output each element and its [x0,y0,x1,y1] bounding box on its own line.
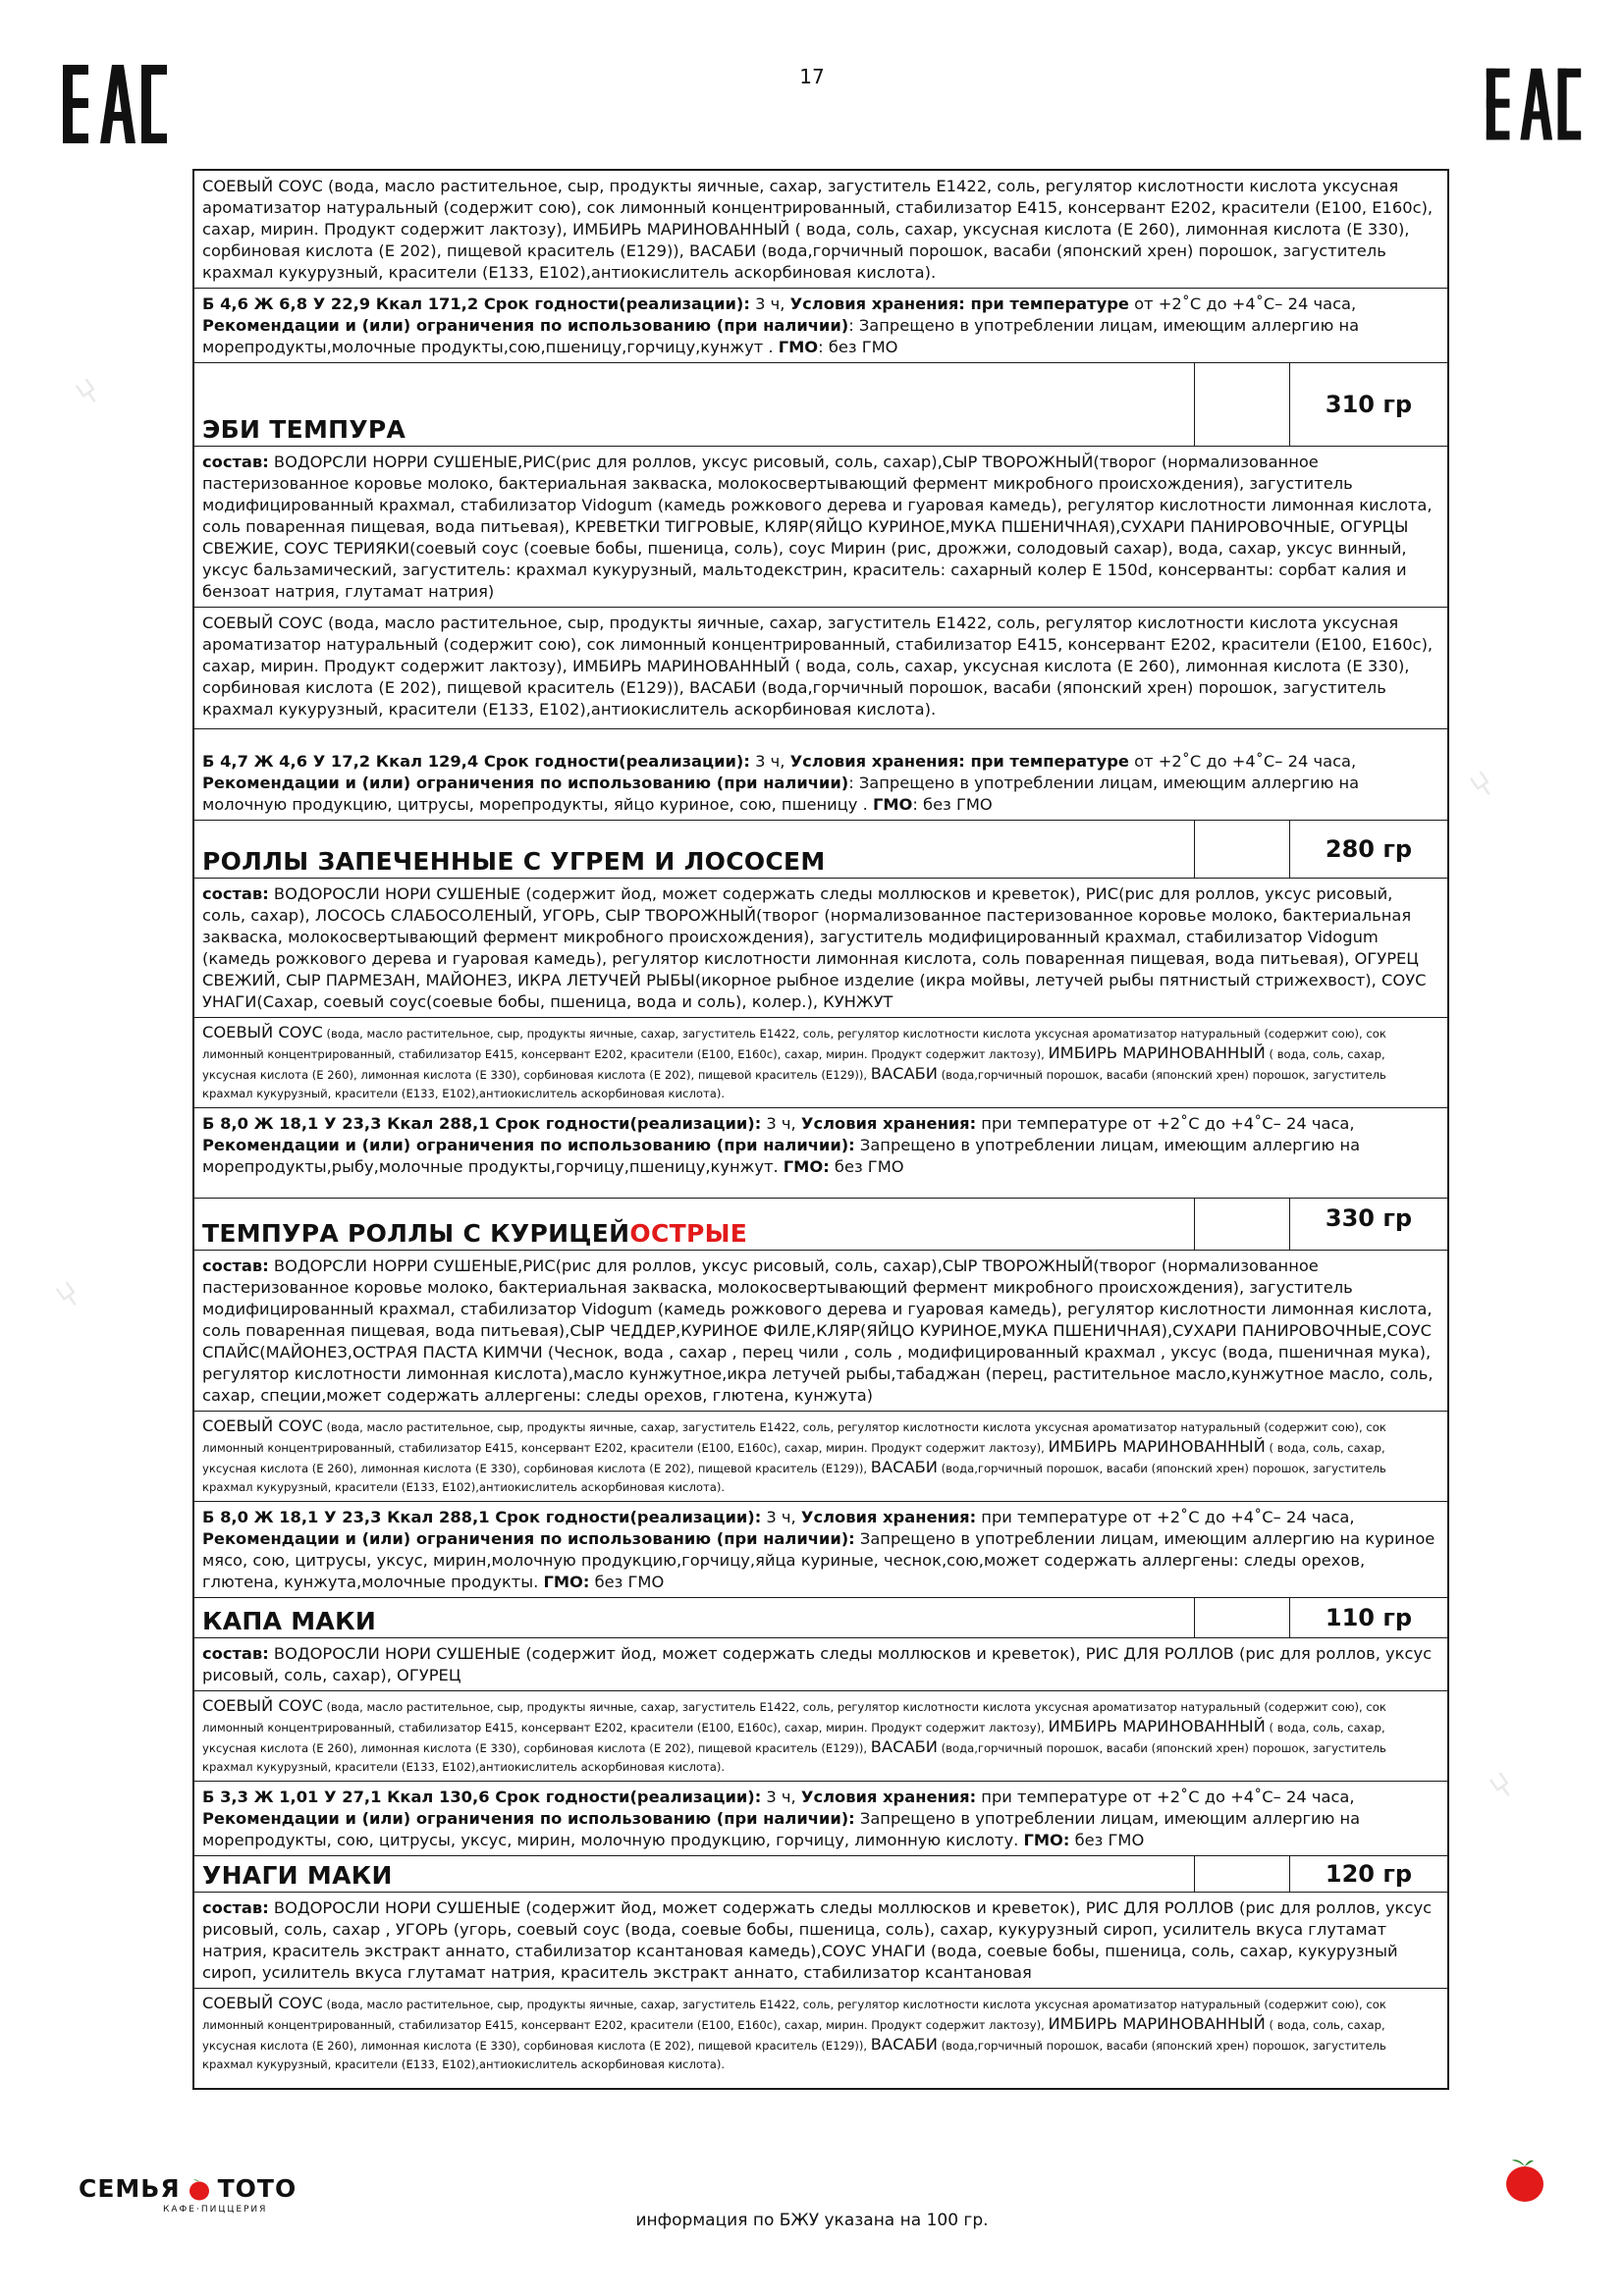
nutrition-cell: Б 8,0 Ж 18,1 У 23,3 Ккал 288,1 Срок годности(реализации): 3 ч, Условия хранения: при температуре от +2˚С до +4˚С– 24 часа, Рекомендации и (или) ограничения по использованию (при наличии): Запрещено в употреблении лицам, имеющим аллергию на морепродукты,рыбу,молочные продукты,горчицу,пшеницу,кунжут. ГМО: без ГМО [194,1108,1447,1199]
item-title-row [194,821,1447,879]
nutrition-cell: Б 8,0 Ж 18,1 У 23,3 Ккал 288,1 Срок годности(реализации): 3 ч, Условия хранения: при температуре от +2˚С до +4˚С– 24 часа, Рекомендации и (или) ограничения по использованию (при наличии): Запрещено в употреблении лицам, имеющим аллергию на куриное мясо, сою, цитрусы, уксус, мирин,молочную продукцию,горчицу,яйца куриные, чеснок,сою,может содержать аллергены: следы орехов, глютена, кунжута,молочные продукты. ГМО: без ГМО [194,1502,1447,1598]
item-title-row [194,1598,1447,1638]
watermark-decoration: ⑂ [1483,1764,1523,1809]
item-name: ТЕМПУРА РОЛЛЫ С КУРИЦЕЙ ОСТРЫЕ [194,1199,1195,1250]
eac-logo-right-icon [1485,61,1583,149]
composition-cell: состав: ВОДОРОСЛИ НОРИ СУШЕНЫЕ (содержит йод, может содержать следы моллюсков и креветок), РИС ДЛЯ РОЛЛОВ (рис для роллов, уксус рисовый, соль, сахар , УГОРЬ (угорь, соевый соус (вода, соевые бобы, пшеница, соль), сахар, кукурузный сироп, усилитель вкуса глутамат натрия, краситель экстракт аннато, стабилизатор ксантановая камедь),СОУС УНАГИ (вода, соевые бобы, пшеница, соль, сахар, кукурузный сироп, усилитель вкуса глутамат натрия, краситель экстракт аннато, стабилизатор ксантановая [194,1893,1447,1989]
item-weight: 120 гр [1325,1860,1413,1888]
brand-name-left: СЕМЬЯ [79,2174,181,2203]
sauce-cell: СОЕВЫЙ СОУС (вода, масло растительное, сыр, продукты яичные, сахар, загуститель Е1422, соль, регулятор кислотности кислота уксусная ароматизатор натуральный (содержит сою), сок лимонный концентрированный, стабилизатор Е415, консервант Е202, красители (Е100, Е160с), сахар, мирин. Продукт содержит лактозу), ИМБИРЬ МАРИНОВАННЫЙ ( вода, соль, сахар, уксусная кислота (Е 260), лимонная кислота (Е 330), сорбиновая кислота (Е 202), пищевой краситель (Е129)), ВАСАБИ (вода,горчичный порошок, васаби (японский хрен) порошок, загуститель крахмал кукурузный, красители (Е133, Е102),антиокислитель аскорбиновая кислота). [194,171,1447,289]
footer-note: информация по БЖУ указана на 100 гр. [635,2211,989,2230]
item-name: ЭБИ ТЕМПУРА [194,363,1195,446]
item-name: УНАГИ МАКИ [194,1856,1195,1892]
item-weight: 330 гр [1325,1204,1413,1232]
item-name: РОЛЛЫ ЗАПЕЧЕННЫЕ С УГРЕМ И ЛОСОСЕМ [194,821,1195,878]
sauce-cell: СОЕВЫЙ СОУС (вода, масло растительное, сыр, продукты яичные, сахар, загуститель Е1422, соль, регулятор кислотности кислота уксусная ароматизатор натуральный (содержит сою), сок лимонный концентрированный, стабилизатор Е415, консервант Е202, красители (Е100, Е160с), сахар, мирин. Продукт содержит лактозу), ИМБИРЬ МАРИНОВАННЫЙ ( вода, соль, сахар, уксусная кислота (Е 260), лимонная кислота (Е 330), сорбиновая кислота (Е 202), пищевой краситель (Е129)), ВАСАБИ (вода,горчичный порошок, васаби (японский хрен) порошок, загуститель крахмал кукурузный, красители (Е133, Е102),антиокислитель аскорбиновая кислота). [194,608,1447,729]
watermark-decoration: ⑂ [1463,763,1503,808]
empty-cell [1195,1598,1290,1637]
brand-name-right: ТОТО [217,2174,298,2203]
brand-logo [79,2174,334,2215]
composition-cell: состав: ВОДОРСЛИ НОРРИ СУШЕНЫЕ,РИС(рис для роллов, уксус рисовый, соль, сахар),СЫР ТВОРОЖНЫЙ(творог (нормализованное пастеризованное коровье молоко, бактериальная закваска, молокосвертывающий фермент микробного происхождения), загуститель модифицированный крахмал, стабилизатор Vidogum (камедь рожкового дерева и гуаровая камедь), регулятор кислотности лимонная кислота, соль поваренная пищевая, вода питьевая),СЫР ЧЕДДЕР,КУРИНОЕ ФИЛЕ,КЛЯР(ЯЙЦО КУРИНОЕ,МУКА ПШЕНИЧНАЯ),СУХАРИ ПАНИРОВОЧНЫЕ,СОУС СПАЙС(МАЙОНЕЗ,ОСТРАЯ ПАСТА КИМЧИ (Чеснок, вода , сахар , перец чили , соль , модифицированный крахмал , уксус (вода, пшеничная мука), регулятор кислотности лимонная кислота),масло кунжутное,икра летучей рыбы,табаджан (перец, растительное масло,кунжутное масло, соль, сахар, специи,может содержать аллергены: следы орехов, глютена, кунжута) [194,1251,1447,1412]
item-title-row [194,1199,1447,1251]
sauce-cell: СОЕВЫЙ СОУС (вода, масло растительное, сыр, продукты яичные, сахар, загуститель Е1422, соль, регулятор кислотности кислота уксусная ароматизатор натуральный (содержит сою), сок лимонный концентрированный, стабилизатор Е415, консервант Е202, красители (Е100, Е160с), сахар, мирин. Продукт содержит лактозу), ИМБИРЬ МАРИНОВАННЫЙ ( вода, соль, сахар, уксусная кислота (Е 260), лимонная кислота (Е 330), сорбиновая кислота (Е 202), пищевой краситель (Е129)), ВАСАБИ (вода,горчичный порошок, васаби (японский хрен) порошок, загуститель крахмал кукурузный, красители (Е133, Е102),антиокислитель аскорбиновая кислота). [194,1412,1447,1502]
item-weight: 310 гр [1325,391,1413,418]
nutrition-cell: Б 3,3 Ж 1,01 У 27,1 Ккал 130,6 Срок годности(реализации): 3 ч, Условия хранения: при температуре от +2˚С до +4˚С– 24 часа, Рекомендации и (или) ограничения по использованию (при наличии): Запрещено в употреблении лицам, имеющим аллергию на морепродукты, сою, цитрусы, уксус, мирин, молочную продукцию, горчицу, лимонную кислоту. ГМО: без ГМО [194,1782,1447,1856]
item-weight: 110 гр [1325,1604,1413,1631]
sauce-cell: СОЕВЫЙ СОУС (вода, масло растительное, сыр, продукты яичные, сахар, загуститель Е1422, соль, регулятор кислотности кислота уксусная ароматизатор натуральный (содержит сою), сок лимонный концентрированный, стабилизатор Е415, консервант Е202, красители (Е100, Е160с), сахар, мирин. Продукт содержит лактозу), ИМБИРЬ МАРИНОВАННЫЙ ( вода, соль, сахар, уксусная кислота (Е 260), лимонная кислота (Е 330), сорбиновая кислота (Е 202), пищевой краситель (Е129)), ВАСАБИ (вода,горчичный порошок, васаби (японский хрен) порошок, загуститель крахмал кукурузный, красители (Е133, Е102),антиокислитель аскорбиновая кислота). [202,1994,1386,2071]
watermark-decoration: ⑂ [69,370,109,415]
spicy-label: ОСТРЫЕ [629,1219,748,1248]
composition-cell: состав: ВОДОРСЛИ НОРРИ СУШЕНЫЕ,РИС(рис для роллов, уксус рисовый, соль, сахар),СЫР ТВОРОЖНЫЙ(творог (нормализованное пастеризованное коровье молоко, бактериальная закваска, молокосвертывающий фермент микробного происхождения), загуститель модифицированный крахмал, стабилизатор Vidogum (камедь рожкового дерева и гуаровая камедь), регулятор кислотности лимонная кислота, соль поваренная пищевая, вода питьевая), КРЕВЕТКИ ТИГРОВЫЕ, КЛЯР(ЯЙЦО КУРИНОЕ,МУКА ПШЕНИЧНАЯ),СУХАРИ ПАНИРОВОЧНЫЕ, ОГУРЦЫ СВЕЖИЕ, СОУС ТЕРИЯКИ(соевый соус (соевые бобы, пшеница, соль), соус Мирин (рис, дрожжи, солодовый сахар), вода, сахар, уксус винный, уксус бальзамический, загуститель: крахмал кукурузный, мальтодекстрин, краситель: сахарный колер Е 150d, консерванты: сорбат калия и бензоат натрия, глутамат натрия) [194,447,1447,608]
menu-table [192,169,1449,2090]
composition-cell: состав: ВОДОРОСЛИ НОРИ СУШЕНЫЕ (содержит йод, может содержать следы моллюсков и креветок), РИС ДЛЯ РОЛЛОВ (рис для роллов, уксус рисовый, соль, сахар), ОГУРЕЦ [194,1638,1447,1691]
empty-cell [1195,363,1290,446]
tomato-logo-icon [1504,2156,1545,2203]
page-number: 17 [799,65,825,88]
empty-cell [1195,821,1290,878]
sauce-cell: СОЕВЫЙ СОУС (вода, масло растительное, сыр, продукты яичные, сахар, загуститель Е1422, соль, регулятор кислотности кислота уксусная ароматизатор натуральный (содержит сою), сок лимонный концентрированный, стабилизатор Е415, консервант Е202, красители (Е100, Е160с), сахар, мирин. Продукт содержит лактозу), ИМБИРЬ МАРИНОВАННЫЙ ( вода, соль, сахар, уксусная кислота (Е 260), лимонная кислота (Е 330), сорбиновая кислота (Е 202), пищевой краситель (Е129)), ВАСАБИ (вода,горчичный порошок, васаби (японский хрен) порошок, загуститель крахмал кукурузный, красители (Е133, Е102),антиокислитель аскорбиновая кислота). [194,1018,1447,1108]
empty-cell [1195,1199,1290,1250]
item-name: КАПА МАКИ [194,1598,1195,1637]
sauce-cell: СОЕВЫЙ СОУС (вода, масло растительное, сыр, продукты яичные, сахар, загуститель Е1422, соль, регулятор кислотности кислота уксусная ароматизатор натуральный (содержит сою), сок лимонный концентрированный, стабилизатор Е415, консервант Е202, красители (Е100, Е160с), сахар, мирин. Продукт содержит лактозу), ИМБИРЬ МАРИНОВАННЫЙ ( вода, соль, сахар, уксусная кислота (Е 260), лимонная кислота (Е 330), сорбиновая кислота (Е 202), пищевой краситель (Е129)), ВАСАБИ (вода,горчичный порошок, васаби (японский хрен) порошок, загуститель крахмал кукурузный, красители (Е133, Е102),антиокислитель аскорбиновая кислота). [194,1691,1447,1782]
nutrition-cell: Б 4,7 Ж 4,6 У 17,2 Ккал 129,4 Срок годности(реализации): 3 ч, Условия хранения: при температуре от +2˚С до +4˚С– 24 часа, Рекомендации и (или) ограничения по использованию (при наличии): Запрещено в употреблении лицам, имеющим аллергию на молочную продукцию, цитрусы, морепродукты, яйцо куриное, сою, пшеницу . ГМО: без ГМО [194,729,1447,821]
nutrition-cell: Б 4,6 Ж 6,8 У 22,9 Ккал 171,2 Срок годности(реализации): 3 ч, Условия хранения: при температуре от +2˚С до +4˚С– 24 часа, Рекомендации и (или) ограничения по использованию (при наличии): Запрещено в употреблении лицам, имеющим аллергию на морепродукты,молочные продукты,сою,пшеницу,горчицу,кунжут . ГМО: без ГМО [194,289,1447,363]
composition-cell: состав: ВОДОРОСЛИ НОРИ СУШЕНЫЕ (содержит йод, может содержать следы моллюсков и креветок), РИС(рис для роллов, уксус рисовый, соль, сахар), ЛОСОСЬ СЛАБОСОЛЕНЫЙ, УГОРЬ, СЫР ТВОРОЖНЫЙ(творог (нормализованное пастеризованное коровье молоко, бактериальная закваска, молокосвертывающий фермент микробного происхождения), загуститель модифицированный крахмал, стабилизатор Vidogum (камедь рожкового дерева и гуаровая камедь), регулятор кислотности лимонная кислота, соль поваренная пищевая, вода питьевая), ОГУРЕЦ СВЕЖИЙ, СЫР ПАРМЕЗАН, МАЙОНЕЗ, ИКРА ЛЕТУЧЕЙ РЫБЫ(икорное рыбное изделие (икра мойвы, летучей рыбы пятнистый стрижехвост), СОУС УНАГИ(Сахар, соевый соус(соевые бобы, пшеница, вода и соль), колер.), КУНЖУТ [194,879,1447,1018]
item-weight: 280 гр [1325,835,1413,863]
item-title-row [194,1856,1447,1893]
brand-subtitle: КАФЕ·ПИЦЦЕРИЯ [163,2205,268,2215]
watermark-decoration: ⑂ [49,1273,89,1318]
item-title-row [194,363,1447,447]
empty-cell [1195,1856,1290,1892]
tomato-icon [189,2177,210,2201]
